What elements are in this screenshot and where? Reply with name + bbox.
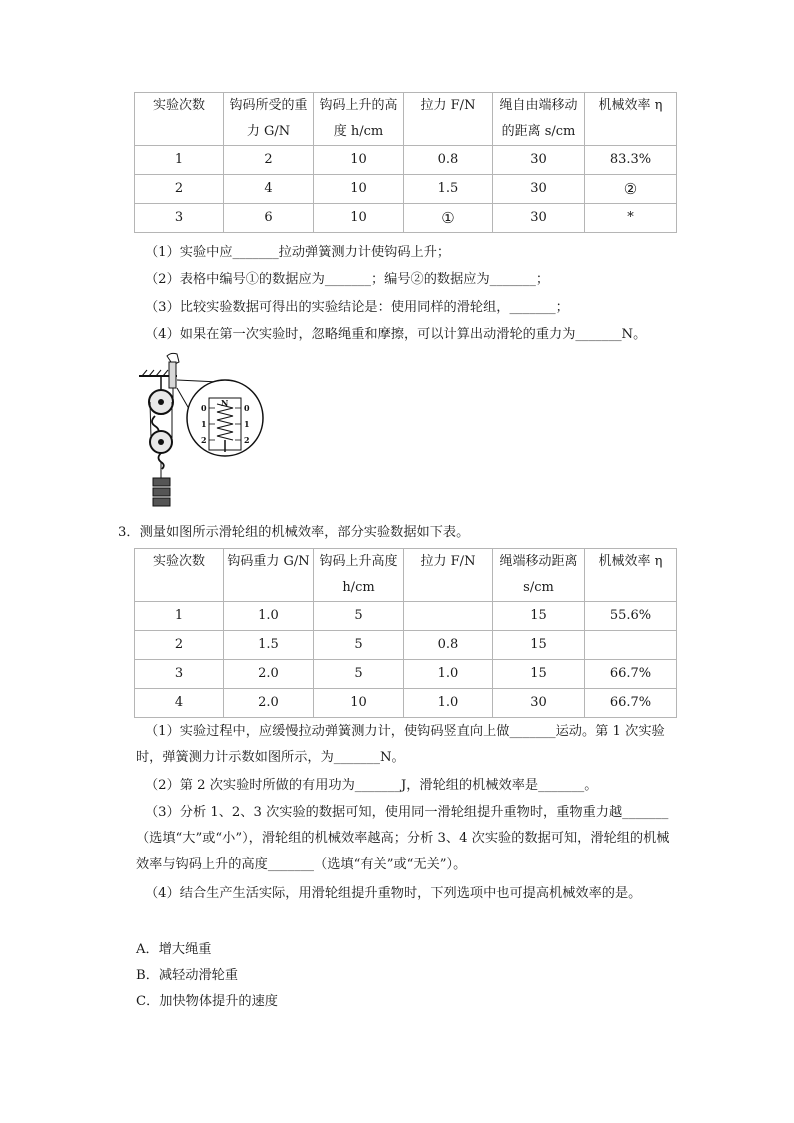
table-cell: 1.5 [404, 175, 493, 204]
table-cell: 1 [135, 602, 224, 631]
header-cell: 实验次数 [135, 93, 224, 146]
question-line-4: （4）如果在第一次实验时，忽略绳重和摩擦，可以计算出动滑轮的重力为_______N。 [145, 327, 647, 342]
table-cell: 2 [135, 631, 224, 660]
table-row [135, 631, 677, 660]
table-cell: 1.5 [224, 631, 314, 660]
table-cell: 30 [493, 204, 585, 233]
table-cell: 4 [224, 175, 314, 204]
table-cell: ② [585, 175, 677, 204]
table-row [135, 689, 677, 718]
header-cell: 绳端移动距离 s/cm [493, 549, 585, 602]
table-cell: ① [404, 204, 493, 233]
table-cell: 6 [224, 204, 314, 233]
header-cell: 拉力 F/N [404, 549, 493, 602]
header-cell: 钩码重力 G/N [224, 549, 314, 602]
table-cell: 10 [314, 146, 404, 175]
table-cell: 1.0 [224, 602, 314, 631]
table-cell [404, 602, 493, 631]
scale-label: 2 [201, 435, 207, 445]
question-3-part-4: （4）结合生产生活实际，用滑轮组提升重物时，下列选项中也可提高机械效率的是。 [145, 886, 642, 901]
scale-label: N [221, 398, 229, 408]
table-cell: 10 [314, 175, 404, 204]
table-cell: 2 [135, 175, 224, 204]
header-cell: 钩码所受的重 力 G/N [224, 93, 314, 146]
header-cell: 机械效率 η [585, 93, 677, 146]
experiment-table-2 [134, 548, 677, 718]
header-cell: 拉力 F/N [404, 93, 493, 146]
table-cell: 15 [493, 631, 585, 660]
scale-label: 0 [244, 403, 250, 413]
header-cell: 机械效率 η [585, 549, 677, 602]
table-row [135, 146, 677, 175]
table-row [135, 660, 677, 689]
table-cell: 2 [224, 146, 314, 175]
table-header-row [135, 93, 677, 146]
table-cell: 1.0 [404, 689, 493, 718]
table-row [135, 204, 677, 233]
header-cell: 钩码上升的高 度 h/cm [314, 93, 404, 146]
table-cell: 15 [493, 660, 585, 689]
scale-label: 1 [201, 419, 207, 429]
table-cell [585, 631, 677, 660]
header-cell: 实验次数 [135, 549, 224, 602]
scale-label: 2 [244, 435, 250, 445]
table-cell: * [585, 204, 677, 233]
table-row [135, 175, 677, 204]
question-line-1: （1）实验中应_______拉动弹簧测力计使钩码上升； [145, 245, 451, 260]
table-cell: 83.3% [585, 146, 677, 175]
option-b: B．减轻动滑轮重 [136, 968, 239, 983]
option-a: A．增大绳重 [136, 942, 212, 957]
table-cell: 66.7% [585, 660, 677, 689]
header-cell: 绳自由端移动 的距离 s/cm [493, 93, 585, 146]
pulley-spring-scale-figure [137, 352, 277, 512]
table-cell: 4 [135, 689, 224, 718]
table-cell: 30 [493, 175, 585, 204]
scale-label: 0 [201, 403, 207, 413]
question-3-part-3: （3）分析 1、2、3 次实验的数据可知，使用同一滑轮组提升重物时，重物重力越_______（选填“大”或“小”），滑轮组的机械效率越高；分析 3、4 次实验的数据可知，滑轮组的机械效率与钩码上升的高度_______（选填“有关”或“无关”）。 [136, 805, 670, 872]
question-line-2: （2）表格中编号①的数据应为_______；编号②的数据应为_______； [145, 272, 550, 287]
table-cell: 55.6% [585, 602, 677, 631]
table-cell: 2.0 [224, 660, 314, 689]
table-cell: 3 [135, 660, 224, 689]
table-cell: 5 [314, 631, 404, 660]
table-cell: 1 [135, 146, 224, 175]
table-cell: 15 [493, 602, 585, 631]
scale-label: 1 [244, 419, 250, 429]
table-cell: 5 [314, 660, 404, 689]
table-cell: 30 [493, 689, 585, 718]
table-cell: 2.0 [224, 689, 314, 718]
question-3-part-2: （2）第 2 次实验时所做的有用功为_______J，滑轮组的机械效率是_______。 [145, 778, 598, 793]
table-header-row [135, 549, 677, 602]
table-cell: 0.8 [404, 146, 493, 175]
question-line-3: （3）比较实验数据可得出的实验结论是：使用同样的滑轮组，_______； [145, 300, 569, 315]
table-cell: 3 [135, 204, 224, 233]
table-cell: 10 [314, 689, 404, 718]
experiment-table-1 [134, 92, 677, 233]
question-3-intro: 3．测量如图所示滑轮组的机械效率，部分实验数据如下表。 [118, 525, 470, 540]
table-cell: 30 [493, 146, 585, 175]
table-cell: 10 [314, 204, 404, 233]
table-row [135, 602, 677, 631]
question-3-part-1: （1）实验过程中，应缓慢拉动弹簧测力计，使钩码竖直向上做_______运动。第 1 次实验时，弹簧测力计示数如图所示，为_______N。 [136, 724, 665, 765]
table-cell: 5 [314, 602, 404, 631]
table-cell: 1.0 [404, 660, 493, 689]
header-cell: 钩码上升高度 h/cm [314, 549, 404, 602]
option-c: C．加快物体提升的速度 [136, 994, 278, 1009]
table-cell: 0.8 [404, 631, 493, 660]
table-cell: 66.7% [585, 689, 677, 718]
